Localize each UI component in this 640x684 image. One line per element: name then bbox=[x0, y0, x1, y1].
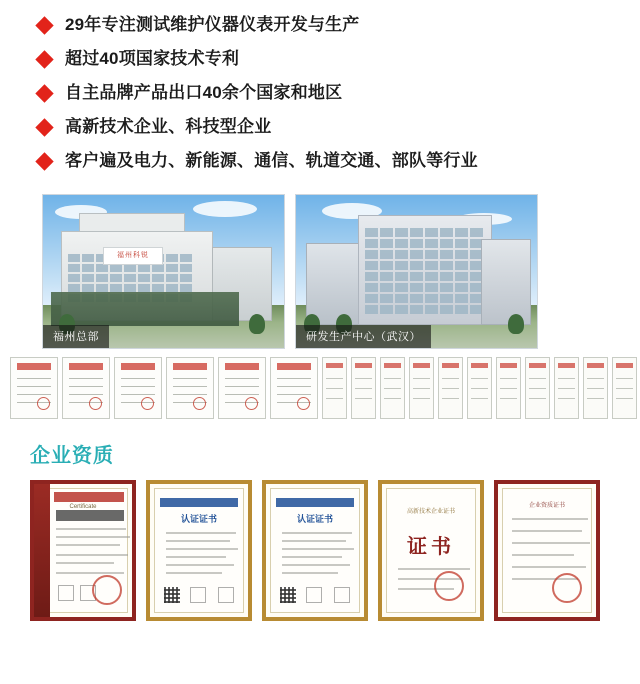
highlight-text: 高新技术企业、科技型企业 bbox=[65, 117, 272, 136]
rd-center-photo bbox=[295, 194, 538, 349]
building-left-wing bbox=[306, 243, 362, 325]
certificate-name: 证书 bbox=[407, 536, 455, 558]
highlight-text: 自主品牌产品出口40余个国家和地区 bbox=[65, 83, 343, 102]
list-item bbox=[36, 14, 640, 36]
certificate-card bbox=[146, 480, 252, 621]
certificate-thumbnail bbox=[525, 357, 550, 419]
qr-code bbox=[164, 587, 180, 603]
cloud-shape bbox=[193, 201, 257, 217]
certificate-thumbnail bbox=[438, 357, 463, 419]
official-seal bbox=[92, 575, 122, 605]
accreditation-logo bbox=[306, 587, 322, 603]
window-grid bbox=[365, 228, 483, 314]
certificate-thumbnail bbox=[467, 357, 492, 419]
certificate-header-bar bbox=[160, 498, 238, 507]
tree-shape bbox=[508, 314, 524, 334]
headquarters-photo bbox=[42, 194, 285, 349]
certificate-thumbnail bbox=[10, 357, 58, 419]
accreditation-logo bbox=[58, 585, 74, 601]
certificate-thumbnail bbox=[380, 357, 405, 419]
certificate-name: Certificate bbox=[69, 504, 97, 510]
certificate-thumbnail bbox=[270, 357, 318, 419]
certificate-subtitle: 高新技术企业证书 bbox=[406, 509, 455, 515]
list-item bbox=[36, 82, 640, 104]
certificate-thumbnail bbox=[496, 357, 521, 419]
certificate-thumbnail bbox=[583, 357, 608, 419]
certificate-card bbox=[30, 480, 136, 621]
highlight-text: 客户遍及电力、新能源、通信、轨道交通、部队等行业 bbox=[65, 151, 478, 170]
diamond-bullet-icon bbox=[35, 84, 53, 102]
certificate-thumbnail bbox=[409, 357, 434, 419]
accreditation-logo bbox=[334, 587, 350, 603]
certificate-thumbnail bbox=[322, 357, 347, 419]
certificate-thumbnail-strip bbox=[0, 349, 640, 419]
accreditation-logo bbox=[218, 587, 234, 603]
official-seal bbox=[552, 573, 582, 603]
certificate-subtitle: 企业资质证书 bbox=[528, 503, 565, 509]
highlights-list bbox=[0, 0, 640, 190]
photo-caption: 研发生产中心（武汉） bbox=[296, 325, 431, 348]
certificate-thumbnail bbox=[114, 357, 162, 419]
diamond-bullet-icon bbox=[35, 152, 53, 170]
certificate-title-bar bbox=[56, 510, 124, 521]
section-title-qualifications: 企业资质 bbox=[30, 445, 114, 467]
certificate-card bbox=[378, 480, 484, 621]
facility-photos bbox=[0, 190, 640, 349]
certificate-thumbnail bbox=[351, 357, 376, 419]
certificate-thumbnail bbox=[218, 357, 266, 419]
highlight-text: 超过40项国家技术专利 bbox=[65, 49, 240, 68]
certificate-header-bar bbox=[276, 498, 354, 507]
accreditation-logo bbox=[190, 587, 206, 603]
certificate-thumbnail bbox=[62, 357, 110, 419]
list-item bbox=[36, 48, 640, 70]
list-item bbox=[36, 150, 640, 172]
hedge-row bbox=[51, 292, 239, 326]
certificate-name: 认证证书 bbox=[296, 514, 333, 524]
company-sign: 福州科锐 bbox=[103, 247, 163, 265]
tree-shape bbox=[249, 314, 265, 334]
certificate-thumbnail bbox=[166, 357, 214, 419]
diamond-bullet-icon bbox=[35, 118, 53, 136]
certificate-card bbox=[262, 480, 368, 621]
certificate-name: 认证证书 bbox=[180, 514, 217, 524]
diamond-bullet-icon bbox=[35, 50, 53, 68]
certificate-gallery bbox=[0, 476, 640, 621]
qr-code bbox=[280, 587, 296, 603]
building-right-wing bbox=[481, 239, 531, 325]
certificate-thumbnail bbox=[612, 357, 637, 419]
photo-caption: 福州总部 bbox=[43, 325, 109, 348]
wide-certificate-group bbox=[10, 357, 318, 419]
list-item bbox=[36, 116, 640, 138]
certificate-thumbnail bbox=[554, 357, 579, 419]
diamond-bullet-icon bbox=[35, 16, 53, 34]
certificate-header-bar bbox=[54, 492, 124, 502]
official-seal bbox=[434, 571, 464, 601]
highlight-text: 29年专注测试维护仪器仪表开发与生产 bbox=[65, 15, 360, 34]
building-main-block bbox=[358, 215, 492, 325]
certificate-card bbox=[494, 480, 600, 621]
narrow-certificate-group bbox=[322, 357, 640, 419]
